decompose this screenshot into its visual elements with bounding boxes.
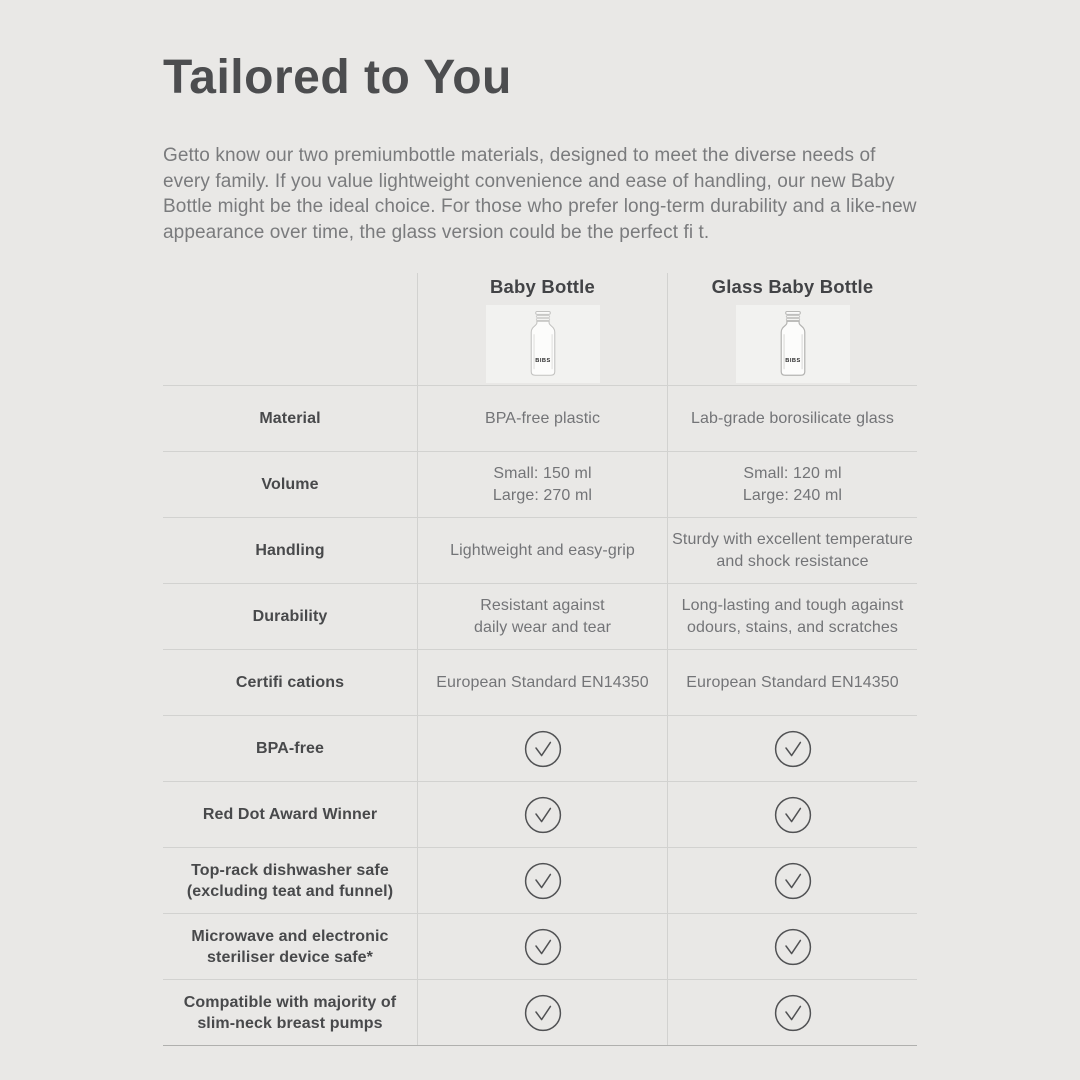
bottle-icon	[767, 309, 819, 379]
row-value: Long-lasting and tough against	[681, 596, 904, 614]
check-icon	[524, 928, 562, 966]
row-value: BPA-free plastic	[484, 409, 601, 427]
intro-paragraph: Getto know our two premiumbottle materials, designed to meet the diverse needs of every family. If you value lightweight convenience and ease of handling, our new Baby Bottle might be the ideal choice. For those who prefer long-term durability and a like-new appearance over time, the glass version could be the perfect fi t.	[163, 145, 917, 243]
row-value-cell	[667, 914, 917, 979]
table-row	[163, 451, 917, 517]
check-icon	[524, 796, 562, 834]
table-row	[163, 583, 917, 649]
row-label-cell	[163, 386, 417, 451]
check-icon	[524, 730, 562, 768]
row-value-cell	[417, 518, 667, 583]
comparison-table	[163, 273, 917, 1046]
row-value: Small: 120 ml	[743, 464, 842, 482]
row-value-cell	[417, 584, 667, 649]
row-label: Material	[259, 410, 321, 427]
row-value-cell	[667, 980, 917, 1045]
row-value-cell	[667, 716, 917, 781]
row-value-cell	[417, 650, 667, 715]
column-header-baby-bottle	[417, 273, 667, 385]
row-label: Volume	[261, 476, 319, 493]
row-label: Red Dot Award Winner	[202, 806, 378, 823]
row-value-cell	[667, 386, 917, 451]
table-row	[163, 913, 917, 979]
row-label: Certifi cations	[235, 674, 345, 691]
bottle-icon	[517, 309, 569, 379]
row-value-cell	[417, 848, 667, 913]
row-label-cell	[163, 782, 417, 847]
check-icon	[774, 994, 812, 1032]
table-header-row	[163, 273, 917, 385]
row-value-cell	[667, 518, 917, 583]
row-value-cell	[417, 386, 667, 451]
row-label: Top-rack dishwasher safe	[191, 861, 389, 879]
row-value: daily wear and tear	[473, 618, 612, 636]
check-icon	[774, 862, 812, 900]
column-title: Glass Baby Bottle	[711, 276, 874, 297]
row-label-cell	[163, 716, 417, 781]
plastic-baby-bottle-image	[486, 305, 600, 383]
row-label-cell	[163, 584, 417, 649]
table-row	[163, 715, 917, 781]
row-label: Durability	[252, 608, 328, 625]
row-label: BPA-free	[255, 740, 325, 757]
bottle-brand-text: BIBS	[784, 357, 801, 364]
row-value: European Standard EN14350	[436, 673, 649, 691]
row-value: Lightweight and easy-grip	[450, 541, 635, 559]
table-row	[163, 781, 917, 847]
check-icon	[774, 928, 812, 966]
table-row	[163, 649, 917, 715]
row-label: Handling	[255, 542, 325, 559]
row-value: odours, stains, and scratches	[686, 618, 898, 636]
row-label: (excluding teat and funnel)	[186, 882, 394, 900]
row-label: Microwave and electronic	[191, 927, 389, 945]
row-label: slim-neck breast pumps	[197, 1014, 383, 1032]
row-label-cell	[163, 914, 417, 979]
row-value: European Standard EN14350	[686, 673, 899, 691]
table-row	[163, 979, 917, 1045]
row-value-cell	[417, 980, 667, 1045]
row-value-cell	[667, 848, 917, 913]
row-label: Compatible with majority of	[183, 993, 397, 1011]
row-value-cell	[667, 452, 917, 517]
row-label-cell	[163, 980, 417, 1045]
column-title: Baby Bottle	[490, 276, 595, 297]
check-icon	[774, 730, 812, 768]
header-empty-cell	[163, 273, 417, 385]
row-label-cell	[163, 848, 417, 913]
column-header-glass-baby-bottle	[667, 273, 917, 385]
row-value-cell	[417, 782, 667, 847]
row-value: and shock resistance	[716, 552, 869, 570]
row-label: steriliser device safe*	[207, 948, 373, 966]
check-icon	[524, 994, 562, 1032]
check-icon	[774, 796, 812, 834]
row-value-cell	[417, 716, 667, 781]
row-value-cell	[667, 584, 917, 649]
content-area	[163, 0, 919, 1046]
row-value: Large: 240 ml	[742, 486, 843, 504]
row-label-cell	[163, 518, 417, 583]
row-value-cell	[417, 914, 667, 979]
row-value-cell	[417, 452, 667, 517]
row-value: Resistant against	[480, 596, 605, 614]
row-label-cell	[163, 452, 417, 517]
row-value-cell	[667, 650, 917, 715]
row-value: Sturdy with excellent temperature	[672, 530, 913, 548]
row-value: Lab-grade borosilicate glass	[691, 409, 894, 427]
row-value-cell	[667, 782, 917, 847]
row-label-cell	[163, 650, 417, 715]
check-icon	[524, 862, 562, 900]
glass-baby-bottle-image	[736, 305, 850, 383]
comparison-table-body	[163, 385, 917, 1045]
bottle-brand-text: BIBS	[534, 357, 551, 364]
table-row	[163, 847, 917, 913]
table-row	[163, 517, 917, 583]
table-row	[163, 385, 917, 451]
row-value: Small: 150 ml	[493, 464, 592, 482]
page-title: Tailored to You	[163, 51, 512, 104]
row-value: Large: 270 ml	[492, 486, 593, 504]
